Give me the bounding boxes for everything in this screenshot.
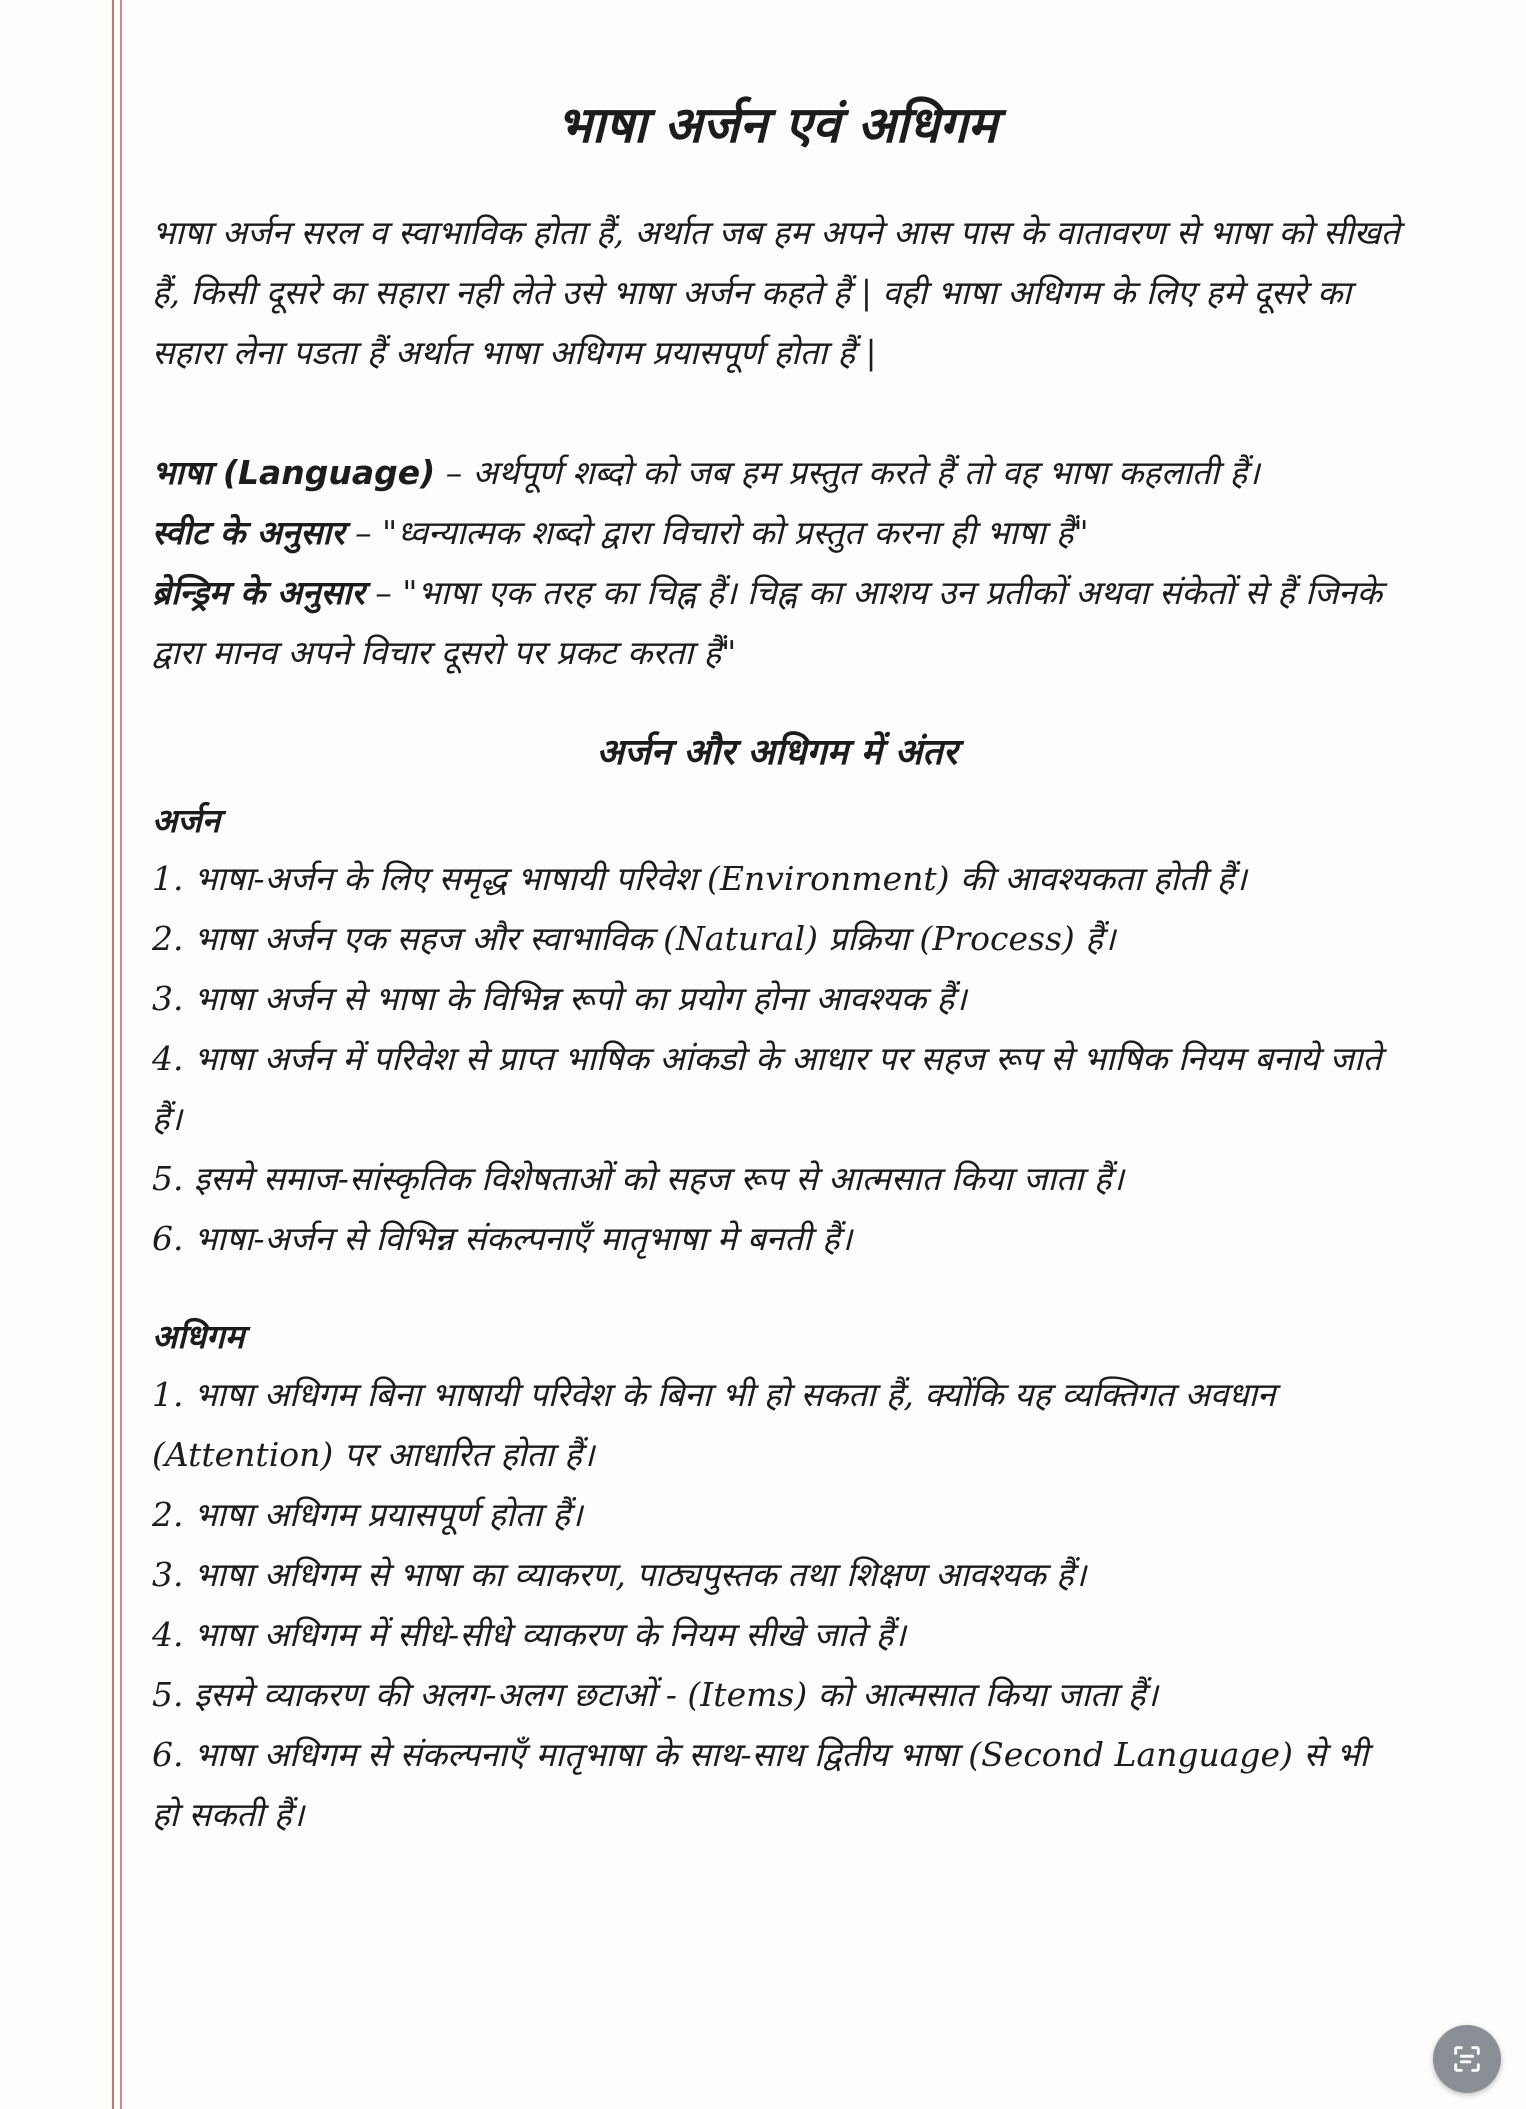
definition-label: ब्रेन्ड्रिम के अनुसार [152, 573, 365, 612]
adhigam-list [152, 1365, 1402, 1845]
list-item: 3. भाषा अधिगम से भाषा का व्याकरण, पाठ्यपुस्तक तथा शिक्षण आवश्यक हैं। [152, 1555, 1087, 1594]
spacer [152, 383, 1402, 443]
intro-paragraph: भाषा अर्जन सरल व स्वाभाविक होता हैं, अर्थात जब हम अपने आस पास के वातावरण से भाषा को सीखते हैं, किसी दूसरे का सहारा नही लेते उसे भाषा अर्जन कहते हैं | वही भाषा अधिगम के लिए हमे दूसरे का सहारा लेना पडता हैं अर्थात भाषा अधिगम प्रयासपूर्ण होता हैं | [152, 213, 1400, 372]
arjan-heading: अर्जन [152, 801, 221, 840]
definition-label: स्वीट के अनुसार [152, 513, 345, 552]
list-item: 2. भाषा अधिगम प्रयासपूर्ण होता हैं। [152, 1495, 583, 1534]
margin-line [112, 0, 114, 2109]
definition-language [152, 443, 1402, 503]
definition-text: – "भाषा एक तरह का चिह्न हैं। चिह्न का आशय उन प्रतीकों अथवा संकेतों से हैं जिनके द्वारा मानव अपने विचार दूसरो पर प्रकट करता हैं" [152, 573, 1382, 672]
list-item: 5. इसमे व्याकरण की अलग-अलग छटाओं - (Items) को आत्मसात किया जाता हैं। [152, 1675, 1158, 1714]
scan-text-icon [1450, 2042, 1484, 2076]
spacer [152, 1269, 1402, 1309]
list-item: 3. भाषा अर्जन से भाषा के विभिन्न रूपो का प्रयोग होना आवश्यक हैं। [152, 979, 967, 1018]
page-title: भाषा अर्जन एवं अधिगम [556, 96, 998, 154]
arjan-list [152, 849, 1402, 1269]
list-item: 6. भाषा-अर्जन से विभिन्न संकल्पनाएँ मातृभाषा मे बनती हैं। [152, 1219, 853, 1258]
list-item: 4. भाषा अर्जन में परिवेश से प्राप्त भाषिक आंकडो के आधार पर सहज रूप से भाषिक नियम बनाये जाते हैं। [152, 1039, 1382, 1138]
list-item: 4. भाषा अधिगम में सीधे-सीधे व्याकरण के नियम सीखे जाते हैं। [152, 1615, 906, 1654]
page-content [152, 95, 1402, 1845]
list-item: 1. भाषा-अर्जन के लिए समृद्ध भाषायी परिवेश (Environment) की आवश्यकता होती हैं। [152, 859, 1247, 898]
scan-text-button[interactable] [1433, 2025, 1501, 2093]
list-item: 2. भाषा अर्जन एक सहज और स्वाभाविक (Natural) प्रक्रिया (Process) हैं। [152, 919, 1116, 958]
margin-line [120, 0, 122, 2109]
list-item: 1. भाषा अधिगम बिना भाषायी परिवेश के बिना भी हो सकता हैं, क्योंकि यह व्यक्तिगत अवधान (Attention) पर आधारित होता हैं। [152, 1375, 1276, 1474]
list-item: 6. भाषा अधिगम से संकल्पनाएँ मातृभाषा के साथ-साथ द्वितीय भाषा (Second Language) से भी हो सकती हैं। [152, 1735, 1368, 1834]
definition-text: – अर्थपूर्ण शब्दो को जब हम प्रस्तुत करते हैं तो वह भाषा कहलाती हैं। [435, 453, 1260, 492]
definition-bendrim [152, 563, 1402, 683]
section-title: अर्जन और अधिगम में अंतर [596, 732, 958, 773]
list-item: 5. इसमे समाज-सांस्कृतिक विशेषताओं को सहज रूप से आत्मसात किया जाता हैं। [152, 1159, 1124, 1198]
definition-label: भाषा (Language) [152, 453, 436, 492]
adhigam-heading: अधिगम [152, 1317, 245, 1356]
definition-sweet [152, 503, 1402, 563]
definition-text: – "ध्वन्यात्मक शब्दो द्वारा विचारो को प्रस्तुत करना ही भाषा हैं" [344, 513, 1089, 552]
